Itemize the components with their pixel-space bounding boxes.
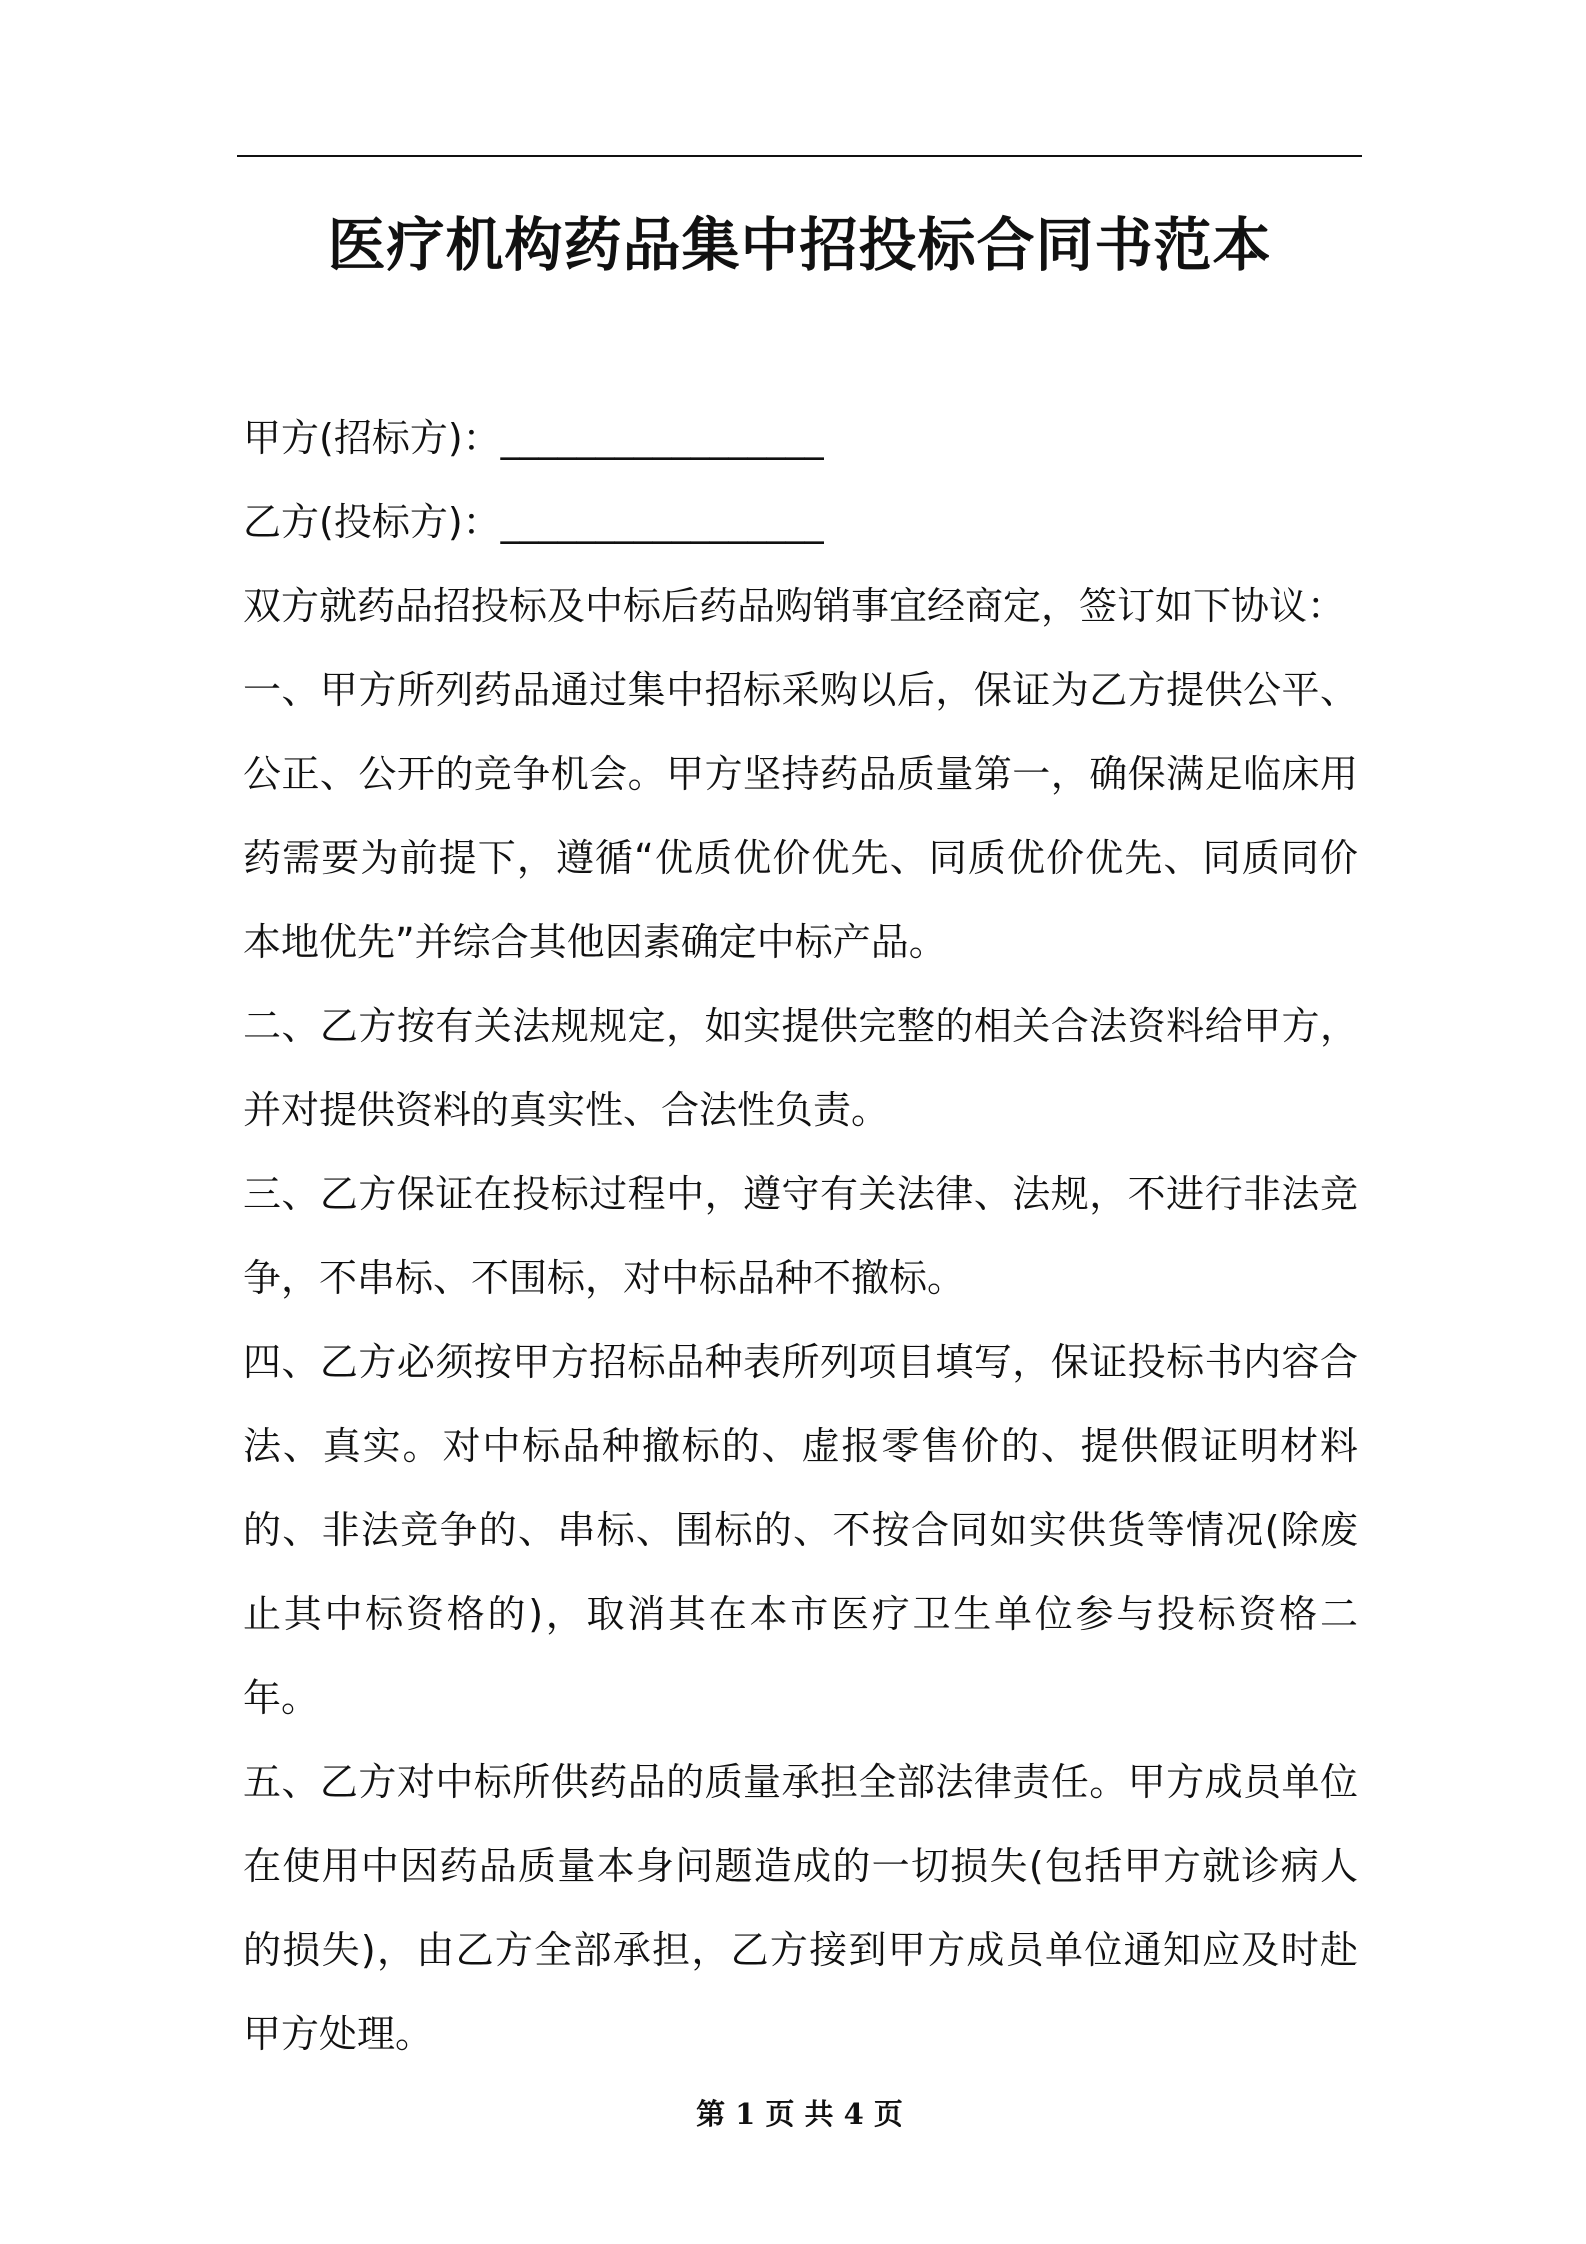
- clause-1: 一、甲方所列药品通过集中招标采购以后，保证为乙方提供公平、公正、公开的竞争机会。甲方坚持药品质量第一，确保满足临床用药需要为前提下，遵循“优质优价优先、同质优价优先、同质同价本地优先”并综合其他因素确定中标产品。: [243, 668, 1358, 964]
- party-a-line: 甲方(招标方)：_________________: [243, 416, 824, 460]
- intro-paragraph: 双方就药品招投标及中标后药品购销事宜经商定，签订如下协议：: [243, 584, 1346, 628]
- document-body: [243, 396, 1358, 2076]
- clause-3: 三、乙方保证在投标过程中，遵守有关法律、法规，不进行非法竞争，不串标、不围标，对中标品种不撤标。: [243, 1172, 1358, 1300]
- page-number: 第 1 页 共 4 页: [696, 2097, 903, 2131]
- clause-5: 五、乙方对中标所供药品的质量承担全部法律责任。甲方成员单位在使用中因药品质量本身问题造成的一切损失(包括甲方就诊病人的损失)，由乙方全部承担，乙方接到甲方成员单位通知应及时赴甲方处理。: [243, 1760, 1358, 2056]
- clause-2: 二、乙方按有关法规规定，如实提供完整的相关合法资料给甲方，并对提供资料的真实性、合法性负责。: [243, 1004, 1358, 1132]
- document-title: 医疗机构药品集中招投标合同书范本: [327, 211, 1272, 279]
- clause-4: 四、乙方必须按甲方招标品种表所列项目填写，保证投标书内容合法、真实。对中标品种撤标的、虚报零售价的、提供假证明材料的、非法竞争的、串标、围标的、不按合同如实供货等情况(除废止其中标资格的)，取消其在本市医疗卫生单位参与投标资格二年。: [243, 1340, 1358, 1720]
- party-b-line: 乙方(投标方)：_________________: [243, 500, 824, 544]
- header-rule: [237, 155, 1362, 157]
